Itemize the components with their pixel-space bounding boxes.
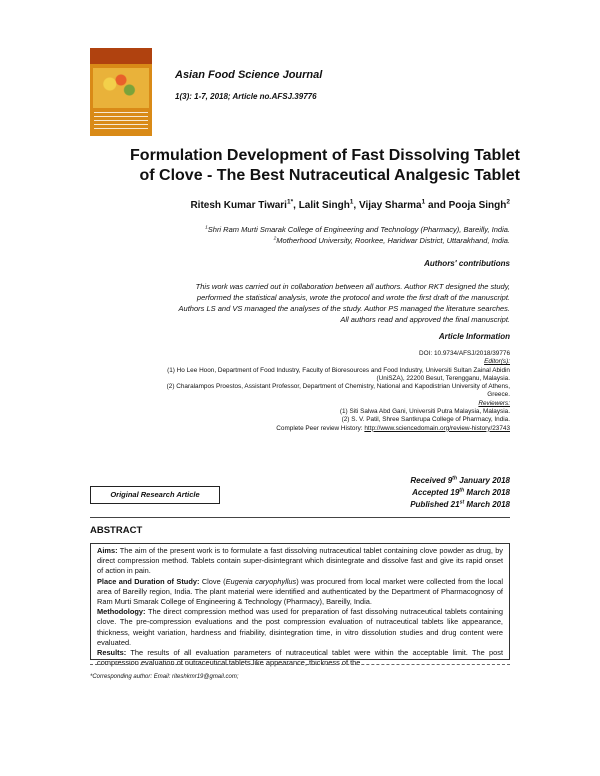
section-label: Place and Duration of Study:: [97, 576, 200, 586]
date-sup: st: [459, 499, 465, 506]
reviewer-line: (2) S. V. Patil, Shree Santkrupa College of Pharmacy, India.: [341, 416, 510, 424]
date-label: Accepted 19: [412, 488, 460, 497]
affiliation-text: Shri Ram Murti Smarak College of Engineering and Technology (Pharmacy), Bareilly, India.: [207, 225, 510, 234]
affiliation-sup: 1: [205, 225, 208, 231]
section-label: Aims:: [97, 546, 118, 555]
footnote-divider: [90, 664, 510, 665]
contributions-line: Authors LS and VS managed the analyses of the study. Author PS managed the literature searches.: [178, 304, 510, 313]
section-divider: [90, 517, 510, 518]
date-rest: March 2018: [464, 488, 510, 497]
author-name: Lalit Singh: [298, 200, 350, 211]
author-name: Pooja Singh: [448, 200, 507, 211]
reviewer-line: (1) Siti Salwa Abd Gani, Universiti Putra Malaysia, Malaysia.: [339, 408, 510, 416]
species-name: Eugenia caryophyllus: [225, 576, 297, 586]
accepted-date: [410, 487, 510, 499]
editor-line: Greece.: [487, 391, 510, 399]
reviewers-label: Reviewers:: [478, 399, 510, 407]
section-text: The direct compression method was used for preparation of fast dissolving nutraceutical tablets containing clove. The pre-compression evaluations and the post compression evaluation of nutraceutical tablets like appearance, thickness, weight variation, hardness and friability, disintegration time, in vitro dissolution studies and drug content were evaluated.: [97, 607, 503, 647]
abstract-text: [91, 544, 509, 670]
abstract-box: [90, 543, 510, 668]
author-list: [190, 200, 510, 211]
contributions-line: This work was carried out in collaboration between all authors. Author RKT designed the study,: [195, 282, 510, 291]
abstract-methodology: [97, 607, 503, 648]
review-history-link[interactable]: http://www.sciencedomain.org/review-history/23743: [364, 424, 510, 432]
contributions-line: performed the statistical analysis, wrote the protocol and wrote the first draft of the manuscript.: [196, 293, 510, 302]
abstract-aims: [97, 546, 503, 577]
history-label: Complete Peer review History:: [276, 424, 365, 432]
published-date: [410, 499, 510, 511]
date-sup: th: [452, 475, 458, 482]
doi: DOI: 10.9734/AFSJ/2018/39776: [419, 350, 510, 357]
date-rest: March 2018: [464, 500, 510, 509]
corresponding-author: *Corresponding author: Email: riteshkmr19@gmail.com;: [90, 674, 239, 680]
article-info-heading: Article Information: [438, 332, 510, 341]
affiliation-text: Motherhood University, Roorkee, Haridwar District, Uttarakhand, India.: [276, 236, 510, 245]
author-separator: ,: [293, 200, 299, 211]
journal-name: Asian Food Science Journal: [175, 69, 323, 81]
affiliation-1: [205, 224, 510, 235]
cover-food-photo: [93, 68, 149, 108]
section-label: Methodology:: [97, 607, 146, 617]
title-line-1: Formulation Development of Fast Dissolving Tablet: [130, 147, 520, 164]
date-rest: January 2018: [457, 476, 510, 485]
author-separator: ,: [353, 200, 359, 211]
affiliations: [205, 224, 510, 246]
section-text: Clove (: [199, 576, 226, 586]
title-line-2: of Clove - The Best Nutraceutical Analgesic Tablet: [139, 167, 520, 184]
abstract-results: [97, 648, 503, 668]
cover-band: [90, 48, 152, 64]
cover-text-lines: [94, 112, 148, 130]
author-separator: and: [425, 200, 449, 211]
editor-line: (2) Charalampos Proestos, Assistant Professor, Department of Chemistry, National and Kapodistrian University of Athens,: [166, 383, 510, 391]
section-text: The aim of the present work is to formulate a fast dissolving nutraceutical tablet containing clove powder as drug, by direct compression method. Tablets contain super-disintegrant which disintegrate and dissolve fast and give its rapid onset of action in pain.: [97, 546, 503, 576]
contributions-heading: Authors' contributions: [424, 259, 510, 268]
section-label: Results:: [97, 648, 127, 658]
abstract-place: [97, 577, 503, 608]
date-label: Received 9: [410, 476, 453, 485]
author-sup: 1*: [286, 198, 294, 206]
author-sup: 2: [506, 198, 510, 206]
journal-cover-image: [90, 48, 152, 136]
author-sup: 1: [421, 198, 426, 206]
contributions-line: All authors read and approved the final manuscript.: [340, 315, 510, 324]
journal-issue: 1(3): 1-7, 2018; Article no.AFSJ.39776: [175, 92, 317, 101]
date-sup: th: [459, 487, 465, 494]
author-sup: 1: [349, 198, 354, 206]
editors-label: Editor(s):: [484, 358, 510, 366]
article-info: [90, 350, 510, 433]
contributions-text: [110, 281, 510, 325]
author-name: Vijay Sharma: [358, 200, 422, 211]
received-date: [410, 475, 510, 487]
affiliation-2: [205, 235, 510, 246]
article-type-badge: Original Research Article: [90, 486, 220, 504]
affiliation-sup: 2: [273, 236, 277, 242]
section-text: ) was procured from local market were collected from the local area of Bareilly region, India. The plant material were identified and authenticated by the Department of Pharmacognosy of Ram Murti Smarak College of Engineering & Technology (Pharmacy), Bareilly, India.: [97, 576, 504, 607]
editor-line: (1) Ho Lee Hoon, Department of Food Industry, Faculty of Bioresources and Food Industry, Universiti Sultan Zainal Abidin: [167, 366, 510, 374]
editor-line: (UniSZA), 22200 Besut, Terengganu, Malaysia.: [376, 374, 510, 382]
publication-dates: [410, 475, 510, 511]
author-name: Ritesh Kumar Tiwari: [190, 200, 287, 211]
date-label: Published 21: [410, 500, 460, 509]
section-text: The results of all evaluation parameters of nutraceutical tablet were within the acceptable limit. The post compression evaluation of nutraceutical tablets like appearance, thickness of the: [97, 648, 503, 668]
abstract-heading: ABSTRACT: [90, 525, 143, 536]
paper-title: [60, 146, 520, 186]
